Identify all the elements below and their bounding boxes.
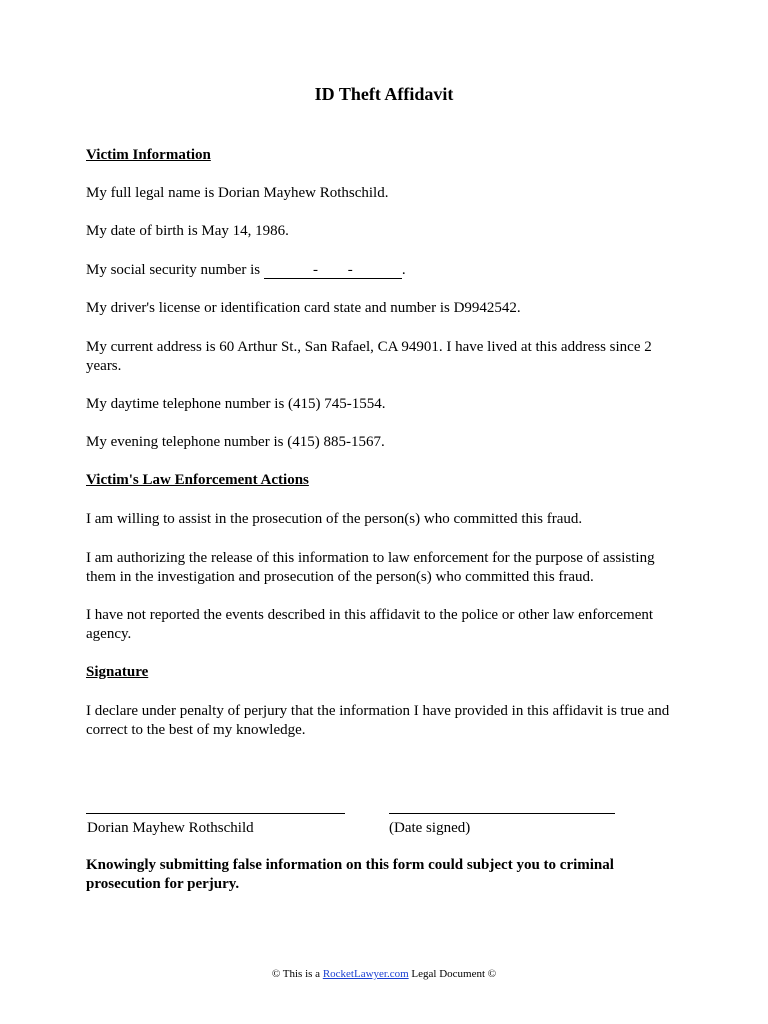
- signer-name: Dorian Mayhew Rothschild: [87, 820, 254, 836]
- perjury-warning: Knowingly submitting false information on this form could subject you to criminal prosecution for perjury.: [86, 857, 614, 892]
- address-statement: My current address is 60 Arthur St., San Rafael, CA 94901. I have lived at this address since 2 years.: [86, 339, 652, 374]
- date-signed-label: (Date signed): [389, 820, 471, 836]
- document-title: ID Theft Affidavit: [314, 84, 454, 104]
- assist-prosecution-statement: I am willing to assist in the prosecution of the person(s) who committed this fraud.: [86, 511, 583, 527]
- footer-prefix: © This is a: [271, 968, 321, 980]
- ssn-blank-field: - -: [264, 263, 402, 279]
- rocketlawyer-link[interactable]: RocketLawyer.com: [322, 968, 409, 980]
- authorize-release-statement: I am authorizing the release of this information to law enforcement for the purpose of assisting them in the investigation and prosecution of the person(s) who committed this fraud.: [86, 550, 655, 585]
- evening-phone-statement: My evening telephone number is (415) 885-1567.: [86, 434, 385, 450]
- perjury-declaration: I declare under penalty of perjury that the information I have provided in this affidavit is true and correct to the best of my knowledge.: [86, 703, 670, 738]
- section-heading-signature: Signature: [86, 664, 149, 680]
- section-heading-victim-information: Victim Information: [86, 147, 211, 163]
- signature-line[interactable]: [86, 813, 345, 814]
- daytime-phone-statement: My daytime telephone number is (415) 745-1554.: [86, 396, 386, 412]
- ssn-label: My social security number is: [86, 262, 261, 278]
- footer-notice: [0, 967, 768, 981]
- full-name-statement: My full legal name is Dorian Mayhew Rothschild.: [86, 185, 389, 201]
- date-of-birth-statement: My date of birth is May 14, 1986.: [86, 223, 289, 239]
- license-statement: My driver's license or identification card state and number is D9942542.: [86, 300, 521, 316]
- section-heading-law-enforcement: Victim's Law Enforcement Actions: [86, 472, 309, 488]
- ssn-period: .: [401, 262, 406, 278]
- ssn-statement: [86, 261, 686, 280]
- footer-suffix: Legal Document ©: [411, 968, 497, 980]
- not-reported-statement: I have not reported the events described in this affidavit to the police or other law enforcement agency.: [86, 607, 654, 642]
- date-signed-line[interactable]: [389, 813, 615, 814]
